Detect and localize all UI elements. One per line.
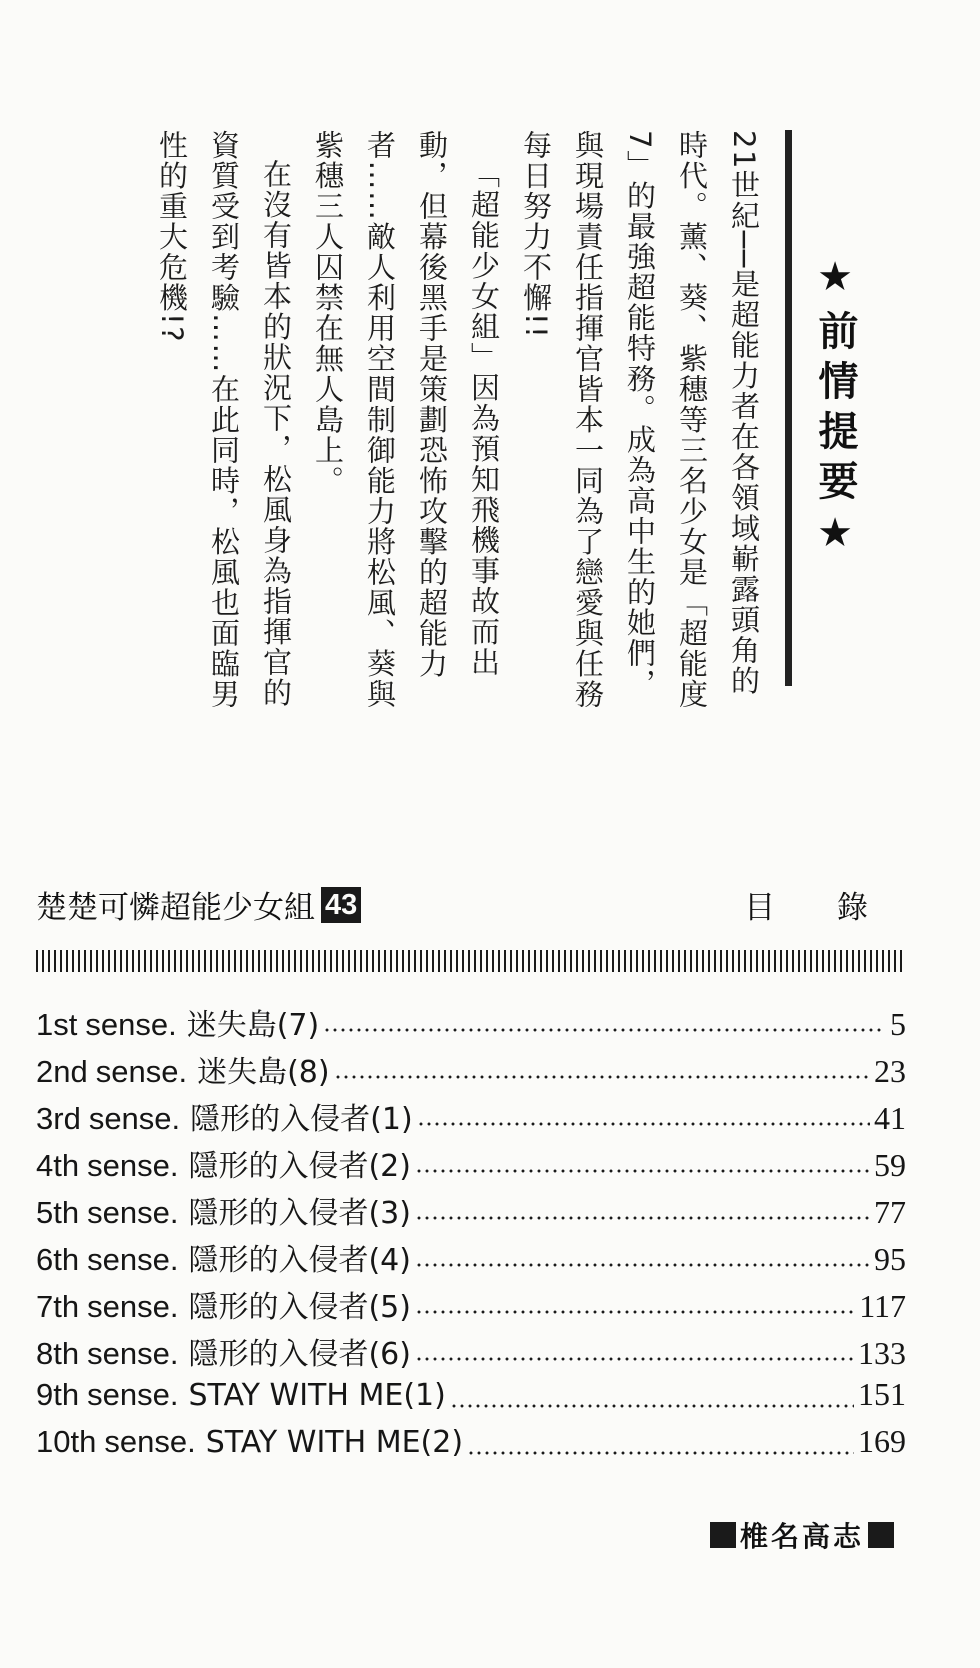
synopsis-text: [146, 130, 770, 710]
toc-entry-number: 9th: [36, 1377, 80, 1412]
toc-entry-page: 77: [874, 1194, 906, 1230]
toc-entry-sense: sense.: [95, 1054, 188, 1089]
toc-entry-page: 151: [858, 1376, 906, 1412]
book-title: [36, 882, 361, 927]
toc-entry[interactable]: [36, 1235, 906, 1282]
toc-entry-sense: sense.: [87, 1242, 179, 1277]
toc-entry-sense: sense.: [87, 1148, 179, 1183]
toc-entry-sense: sense.: [87, 1377, 179, 1412]
toc-entry[interactable]: [36, 1423, 906, 1470]
leader-dots: [415, 1169, 870, 1173]
toc-entry[interactable]: [36, 1282, 906, 1329]
toc-entry[interactable]: [36, 1376, 906, 1423]
toc-entry-title: 迷失島(8): [197, 1055, 330, 1090]
synopsis-heading: ★前情提要★: [812, 254, 858, 566]
volume-badge: 43: [321, 887, 361, 923]
toc-label: 目 錄: [744, 890, 894, 926]
toc-entry-title: STAY WITH ME(1): [188, 1378, 446, 1413]
toc-entry-page: 133: [858, 1335, 906, 1371]
leader-dots: [417, 1122, 870, 1126]
toc-entry-page: 59: [874, 1147, 906, 1183]
toc-entry-number: 5th: [36, 1195, 80, 1230]
toc-entry[interactable]: [36, 1094, 906, 1141]
toc-entry-sense: sense.: [87, 1336, 179, 1371]
toc-entry-page: 41: [874, 1100, 906, 1136]
toc-entry-number: 6th: [36, 1242, 80, 1277]
toc-entry-sense: sense.: [87, 1195, 179, 1230]
toc-header: [36, 882, 894, 932]
square-ornament-icon: [710, 1522, 736, 1548]
toc-entry-page: 117: [859, 1288, 906, 1324]
toc-entry-number: 2nd: [36, 1054, 88, 1089]
toc-entry-title: 隱形的入侵者(6): [188, 1337, 411, 1372]
toc-entry-number: 8th: [36, 1336, 80, 1371]
synopsis-paragraph: 在沒有皆本的狀況下，松風身為指揮官的資質受到考驗……在此同時，松風也面臨男性的重大危機!?: [155, 130, 293, 710]
leader-dots: [415, 1216, 870, 1220]
toc-entry-sense: sense.: [87, 1289, 179, 1324]
toc-entry-sense: sense.: [104, 1424, 196, 1459]
toc-entry-sense: sense.: [85, 1007, 177, 1042]
toc-entry-number: 3rd: [36, 1101, 81, 1136]
synopsis-paragraph: 21世紀──是超能力者在各領域嶄露頭角的時代。薰、葵、紫穗等三名少女是「超能度7」的最強超能特務。成為高中生的她們，與現場責任指揮官皆本一同為了戀愛與任務每日努力不懈!!: [519, 130, 761, 710]
toc-entry[interactable]: [36, 1329, 906, 1376]
hatched-divider: [36, 950, 902, 972]
toc-entry-title: STAY WITH ME(2): [205, 1425, 464, 1460]
toc-entry-title: 迷失島(7): [186, 1008, 320, 1043]
toc-entry-page: 23: [874, 1053, 906, 1089]
leader-dots: [415, 1310, 855, 1314]
synopsis-section: [100, 130, 870, 710]
toc-entry-title: 隱形的入侵者(2): [188, 1149, 411, 1184]
leader-dots: [467, 1451, 854, 1455]
toc-entry-title: 隱形的入侵者(5): [188, 1290, 411, 1325]
leader-dots: [450, 1404, 854, 1408]
book-title-text: 楚楚可憐超能少女組: [36, 890, 315, 926]
toc-entry-title: 隱形的入侵者(3): [188, 1196, 411, 1231]
toc-entry-page: 5: [890, 1006, 906, 1042]
toc-entry-title: 隱形的入侵者(1): [190, 1102, 413, 1137]
leader-dots: [415, 1263, 870, 1267]
leader-dots: [323, 1028, 882, 1032]
toc-entry[interactable]: [36, 1047, 906, 1094]
toc-entry-sense: sense.: [88, 1101, 181, 1136]
toc-entry[interactable]: [36, 1141, 906, 1188]
toc-list: [36, 1000, 906, 1470]
leader-dots: [415, 1357, 854, 1361]
leader-dots: [334, 1075, 870, 1079]
toc-entry-page: 95: [874, 1241, 906, 1277]
toc-entry-page: 169: [858, 1423, 906, 1459]
square-ornament-icon: [868, 1522, 894, 1548]
synopsis-paragraph: 「超能少女組」因為預知飛機事故而出動，但幕後黑手是策劃恐怖攻擊的超能力者……敵人利用空間制御能力將松風、葵與紫穗三人囚禁在無人島上。: [311, 130, 501, 710]
toc-entry-number: 7th: [36, 1289, 80, 1324]
toc-entry[interactable]: [36, 1188, 906, 1235]
author-name: 椎名高志: [739, 1520, 864, 1553]
toc-entry-number: 4th: [36, 1148, 80, 1183]
synopsis-rule: [785, 130, 792, 686]
toc-entry-number: 1st: [36, 1007, 78, 1042]
author-credit: [706, 1515, 898, 1555]
toc-entry-number: 10th: [36, 1424, 97, 1459]
toc-entry[interactable]: [36, 1000, 906, 1047]
toc-entry-title: 隱形的入侵者(4): [188, 1243, 411, 1278]
